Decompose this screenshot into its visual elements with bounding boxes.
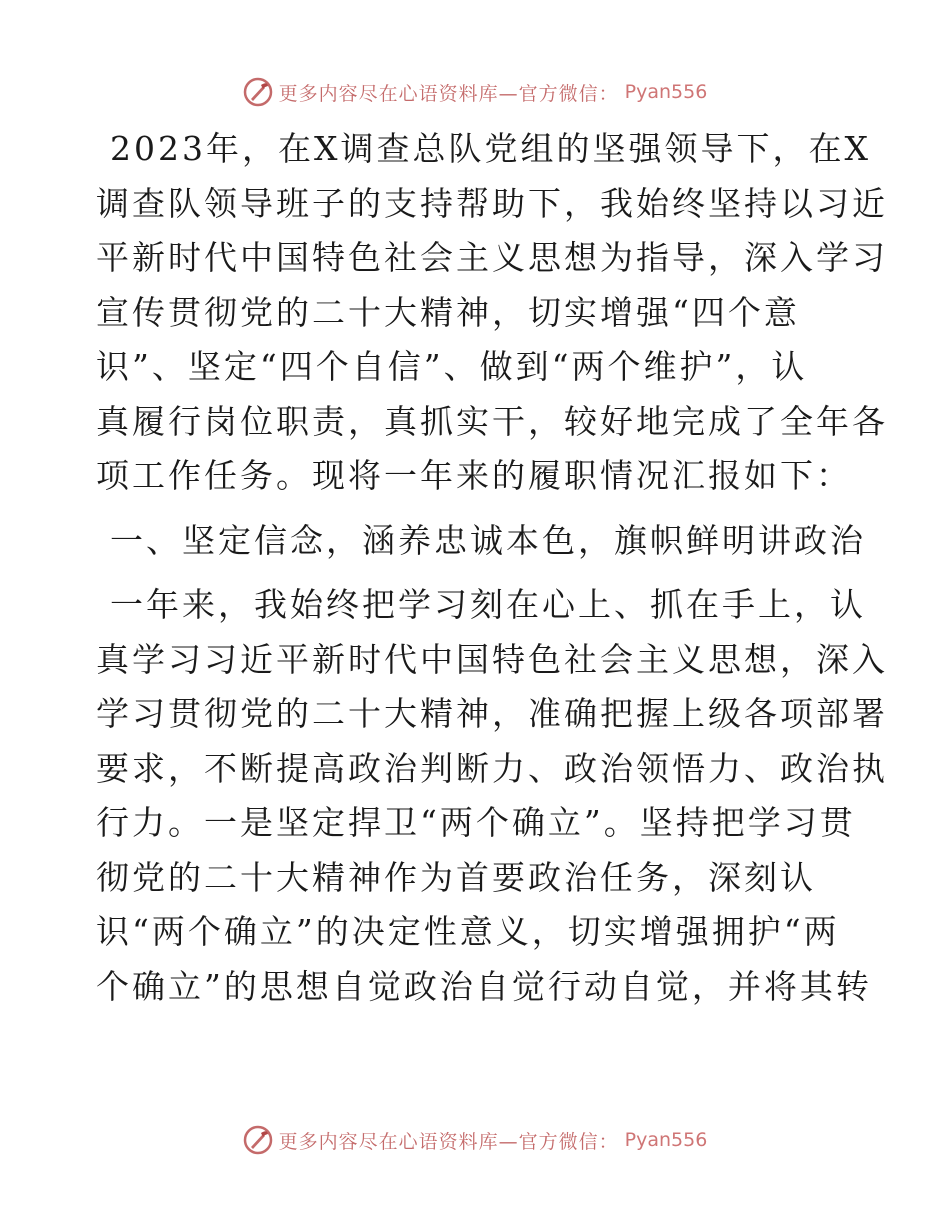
paragraph-line: 真履行岗位职责，真抓实干，较好地完成了全年各 (96, 401, 888, 441)
paragraph-line: 调查队领导班子的支持帮助下，我始终坚持以习近 (96, 183, 888, 223)
paragraph-line: 识“两个确立”的决定性意义，切实增强拥护“两 (96, 912, 840, 951)
paragraph-line: 个确立”的思想自觉政治自觉行动自觉，并将其转 (96, 966, 872, 1006)
paragraph-line: 平新时代中国特色社会主义思想为指导，深入学习 (96, 238, 888, 277)
section-heading: 一、坚定信念，涵养忠诚本色，旗帜鲜明讲政治 (110, 520, 866, 560)
paragraph-line: 行力。一是坚定捍卫“两个确立”。坚持把学习贯 (96, 803, 856, 842)
quill-logo-icon (243, 1125, 273, 1155)
paragraph-line: 学习贯彻党的二十大精神，准确把握上级各项部署 (96, 694, 888, 733)
header-watermark (0, 72, 950, 112)
paragraph-line: 真学习习近平新时代中国特色社会主义思想，深入 (96, 639, 888, 679)
paragraph-intro (96, 122, 888, 504)
paragraph-line: 要求，不断提高政治判断力、政治领悟力、政治执 (96, 748, 888, 788)
watermark-text: 更多内容尽在心语资料库—官方微信： (278, 82, 619, 105)
paragraph-line: 一年来，我始终把学习刻在心上、抓在手上，认 (110, 585, 866, 624)
footer-watermark (0, 1120, 950, 1160)
paragraph-line: 项工作任务。现将一年来的履职情况汇报如下： (96, 456, 852, 495)
paragraph-line: 彻党的二十大精神作为首要政治任务，深刻认 (96, 857, 816, 897)
document-body (96, 122, 888, 1014)
paragraph-section-one (96, 578, 888, 1014)
paragraph-line: 识”、坚定“四个自信”、做到“两个维护”，认 (96, 347, 808, 386)
watermark-wechat-id: Pyan556 (624, 1129, 708, 1151)
quill-logo-icon (243, 77, 273, 107)
watermark-text: 更多内容尽在心语资料库—官方微信： (278, 1130, 619, 1153)
watermark-wechat-id: Pyan556 (624, 81, 708, 103)
paragraph-line: 2023年，在X调查总队党组的坚强领导下，在X (110, 129, 871, 168)
paragraph-line: 宣传贯彻党的二十大精神，切实增强“四个意 (96, 292, 800, 332)
